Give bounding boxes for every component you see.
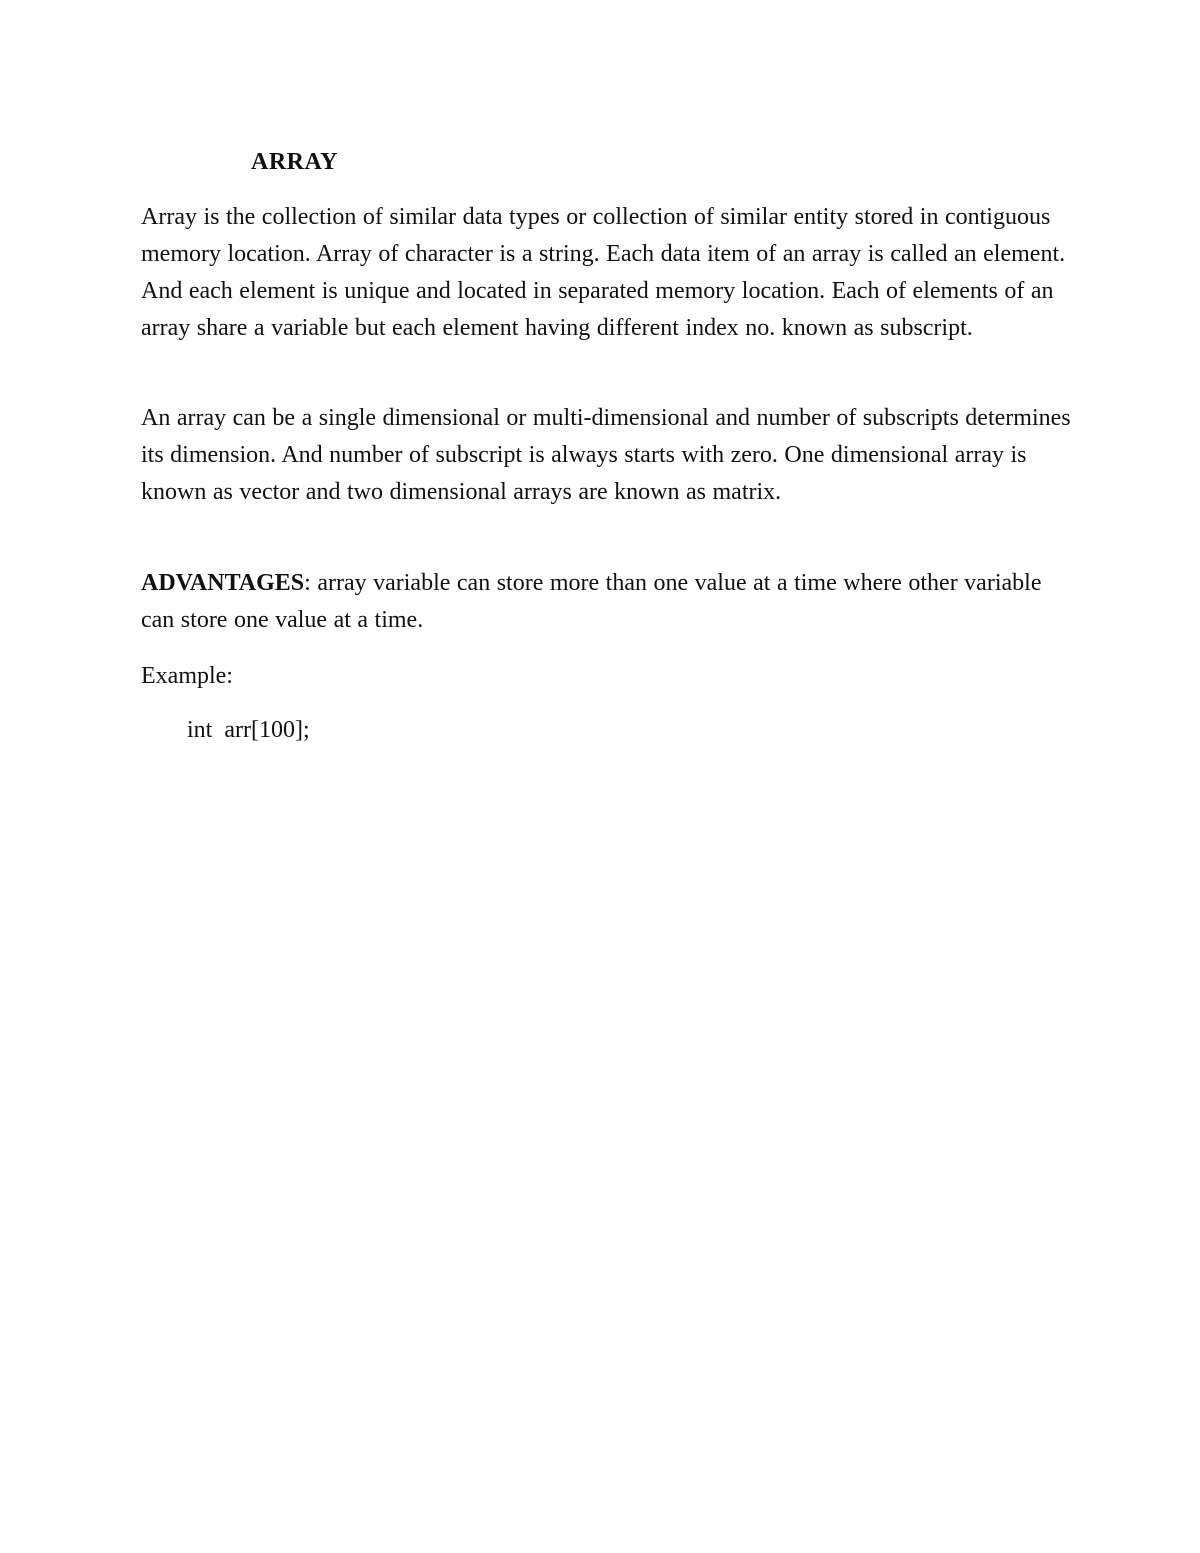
- example-code: int arr[100];: [187, 717, 310, 743]
- paragraph-advantages: [141, 565, 1071, 639]
- example-label: Example:: [141, 663, 233, 689]
- page-title: ARRAY: [251, 149, 338, 175]
- paragraph-definition: Array is the collection of similar data types or collection of similar entity stored in contiguous memory location. Array of character is a string. Each data item of an array is called an element. And each element is unique and located in separated memory location. Each of elements of an array share a variable but each element having different index no. known as subscript.: [141, 204, 1066, 341]
- paragraph-dimensions: An array can be a single dimensional or multi-dimensional and number of subscripts determines its dimension. And number of subscript is always starts with zero. One dimensional array is known as vector and two dimensional arrays are known as matrix.: [141, 405, 1071, 505]
- advantages-text: : array variable can store more than one value at a time where other variable can store one value at a time.: [141, 570, 1042, 633]
- advantages-label: ADVANTAGES: [141, 570, 305, 596]
